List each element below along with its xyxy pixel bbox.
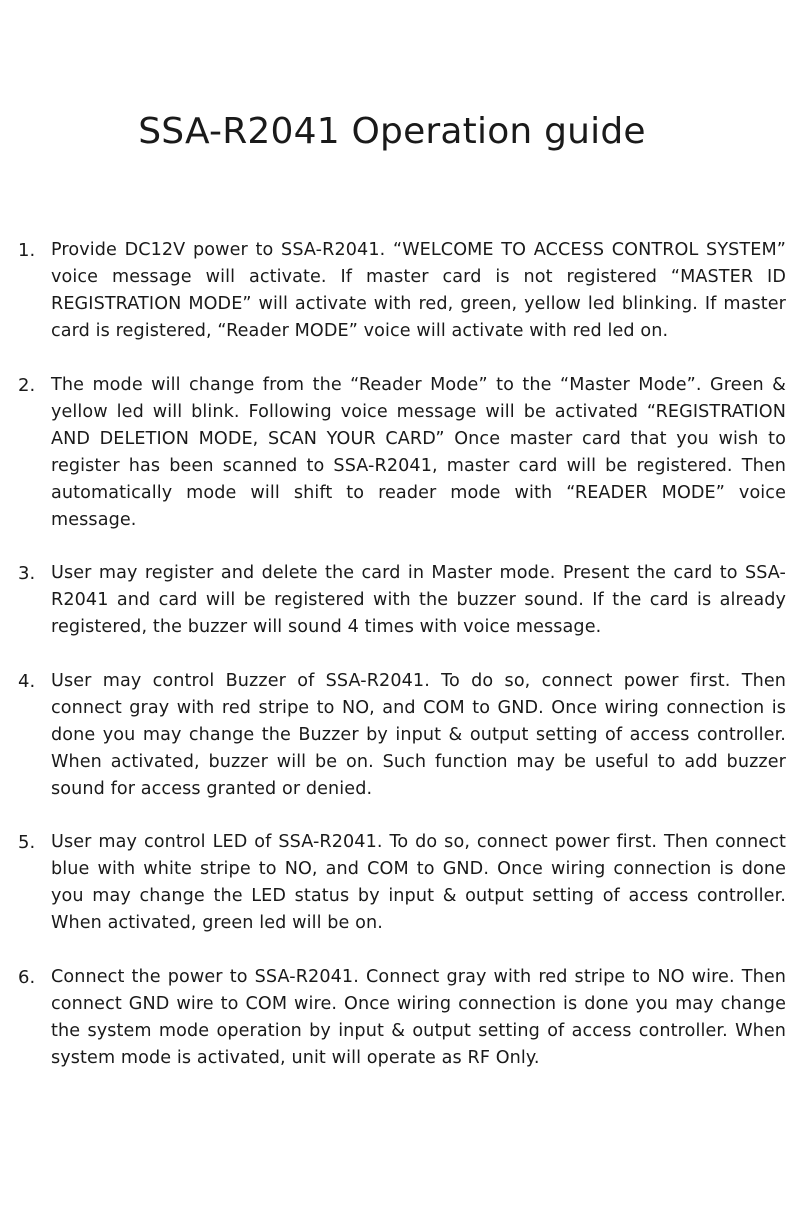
step-number: 2. — [18, 374, 36, 396]
instruction-step-4 — [18, 668, 786, 803]
step-text: User may control LED of SSA-R2041. To do so, connect power first. Then connect blue with white stripe to NO, and COM to GND. Once wiring connection is done you may change the LED status by input & output setting of access controller. When activated, green led will be on. — [51, 832, 786, 933]
step-text: User may control Buzzer of SSA-R2041. To do so, connect power first. Then connect gray with red stripe to NO, and COM to GND. Once wiring connection is done you may change the Buzzer by input & output setting of access controller. When activated, buzzer will be on. Such function may be useful to add buzzer sound for access granted or denied. — [51, 670, 786, 799]
instruction-step-1 — [18, 237, 786, 345]
step-text: Connect the power to SSA-R2041. Connect gray with red stripe to NO wire. Then connect GND wire to COM wire. Once wiring connection is done you may change the system mode operation by input & output setting of access controller. When system mode is activated, unit will operate as RF Only. — [51, 966, 786, 1068]
instruction-step-3 — [18, 560, 786, 641]
instruction-step-6 — [18, 964, 786, 1072]
step-number: 3. — [18, 563, 36, 584]
step-text: User may register and delete the card in Master mode. Present the card to SSA-R2041 and card will be registered with the buzzer sound. If the card is already registered, the buzzer will sound 4 times with voice message. — [51, 563, 786, 637]
step-text: The mode will change from the “Reader Mode” to the “Master Mode”. Green & yellow led will blink. Following voice message will be activated “REGISTRATION AND DELETION MODE, SCAN YOUR CARD” Once master card that you wish to register has been scanned to SSA-R2041, master card will be registered. Then automatically mode will shift to reader mode with “READER MODE” voice message. — [51, 374, 786, 530]
instruction-step-5 — [18, 829, 786, 937]
step-text: Provide DC12V power to SSA-R2041. “WELCOME TO ACCESS CONTROL SYSTEM” voice message will activate. If master card is not registered “MASTER ID REGISTRATION MODE” will activate with red, green, yellow led blinking. If master card is registered, “Reader MODE” voice will activate with red led on. — [51, 240, 786, 341]
page-title: SSA-R2041 Operation guide — [138, 111, 646, 152]
instruction-list — [18, 237, 786, 1098]
step-number: 1. — [18, 240, 36, 261]
step-number: 5. — [18, 832, 36, 853]
instruction-step-2 — [18, 372, 786, 534]
step-number: 4. — [18, 670, 36, 692]
step-number: 6. — [18, 966, 36, 988]
